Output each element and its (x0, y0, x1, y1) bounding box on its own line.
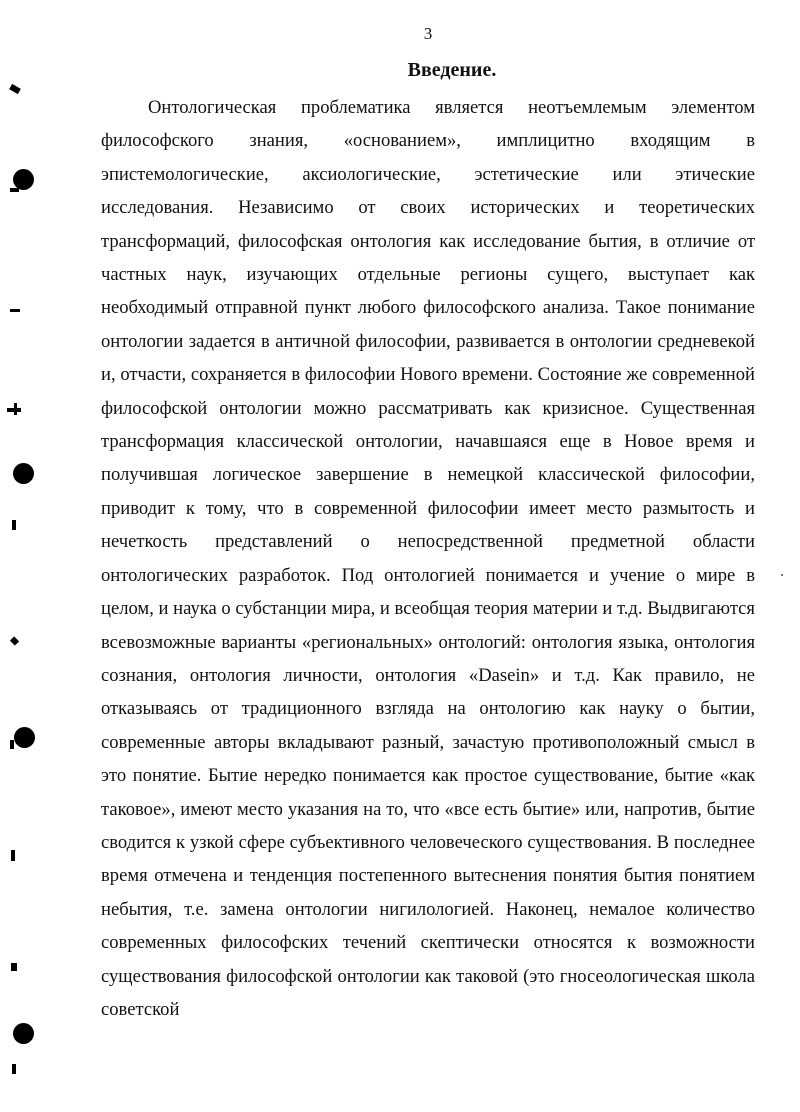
binder-hole (13, 169, 34, 190)
body-paragraph: Онтологическая проблематика является неотъемлемым элементом философского знания, «основанием», имплицитно входящим в эпистемологические, аксиологические, эстетические или этические исследования. Независимо от своих исторических и теоретических трансформаций, философская онтология как исследование бытия, в отличие от частных наук, изучающих отдельные регионы сущего, выступает как необходимый отправной пункт любого философского анализа. Такое понимание онтологии задается в античной философии, развивается в онтологии средневекой и, отчасти, сохраняется в философии Нового времени. Состояние же современной философской онтологии можно рассматривать как кризисное. Существенная трансформация классической онтологии, начавшаяся еще в Новое время и получившая логическое завершение в немецкой классической философии, приводит к тому, что в современной философии имеет место размытость и нечеткость представлений о непосредственной предметной области онтологических разработок. Под онтологией понимается и учение о мире в целом, и наука о субстанции мира, и всеобщая теория материи и т.д. Выдвигаются всевозможные варианты «региональных» онтологий: онтология языка, онтология сознания, онтология личности, онтология «Dasein» и т.д. Как правило, не отказываясь от традиционного взгляда на онтологию как науку о бытии, современные авторы вкладывают разный, зачастую противоположный смысл в это понятие. Бытие нередко понимается как простое существование, бытие «как таковое», имеют место указания на то, что «все есть бытие» или, напротив, бытие сводится к узкой сфере субъективного человеческого существования. В последнее время отмечена и тенденция постепенного вытеснения понятия бытия понятием небытия, т.е. замена онтологии нигилологией. Наконец, немалое количество современных философских течений скептически относятся к возможности существования философской онтологии как таковой (это гносеологическая школа советской (101, 97, 755, 1020)
scan-speck (781, 574, 783, 576)
scan-mark (10, 309, 20, 312)
scan-mark (12, 1064, 16, 1074)
section-title: Введение. (407, 59, 497, 81)
scan-mark (12, 520, 16, 530)
scan-mark (10, 740, 14, 749)
binder-hole (14, 727, 35, 748)
scan-mark (11, 963, 17, 971)
scan-mark (10, 188, 19, 192)
scan-mark (9, 84, 21, 94)
scan-mark (11, 850, 15, 861)
page-number: 3 (423, 24, 433, 43)
scan-mark (14, 403, 17, 415)
binder-hole (13, 1023, 34, 1044)
binder-hole (13, 463, 34, 484)
scan-mark (10, 636, 19, 645)
